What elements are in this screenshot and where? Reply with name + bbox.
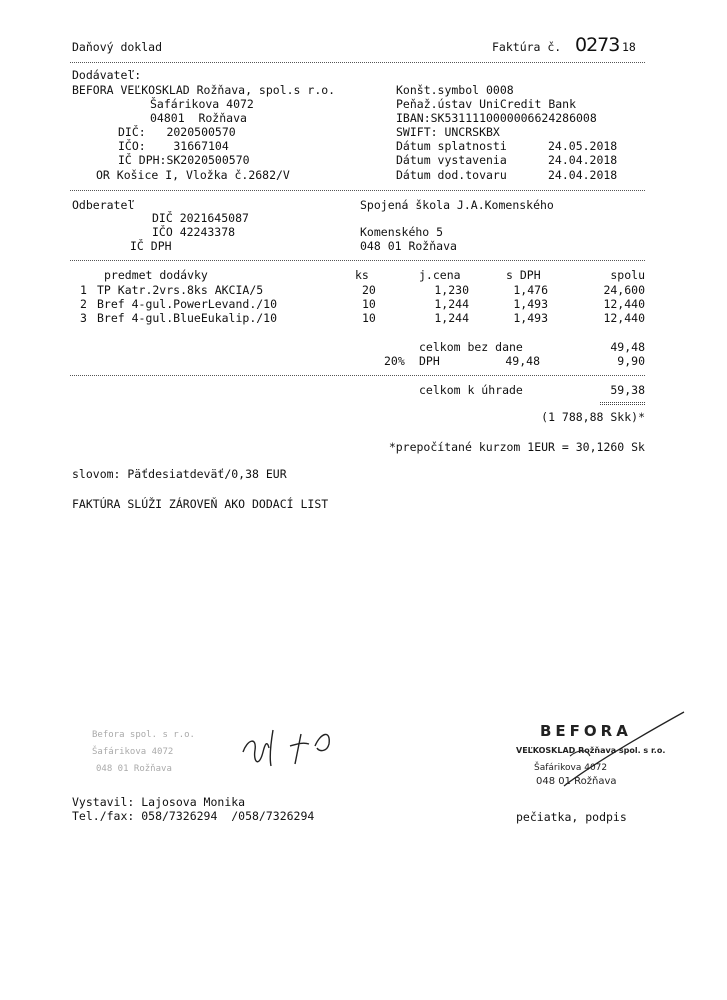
supplier-city: 04801 Rožňava xyxy=(150,111,247,125)
divider xyxy=(70,375,645,376)
customer-ic-dph: IČ DPH xyxy=(130,239,172,253)
column-header-unit-price: j.cena xyxy=(419,268,461,282)
stamp-line: Šafárikova 4072 xyxy=(534,763,608,773)
amount-due-skk: (1 788,88 Skk)* xyxy=(541,410,645,424)
column-header-item: predmet dodávky xyxy=(104,268,208,282)
total-underline xyxy=(600,404,645,405)
issue-date: 24.04.2018 xyxy=(548,153,618,167)
issued-by: Vystavil: Lajosova Monika xyxy=(72,795,246,809)
row-total: 12,440 xyxy=(603,311,645,325)
net-total-value: 49,48 xyxy=(610,340,645,354)
signature xyxy=(235,722,345,772)
swift: SWIFT: UNCRSKBX xyxy=(396,125,500,139)
faint-stamp-line: Šafárikova 4072 xyxy=(92,747,174,757)
customer-name: Spojená škola J.A.Komenského xyxy=(360,198,554,212)
invoice-number: 0273 xyxy=(575,34,620,56)
phone-fax: Tel./fax: 058/7326294 /058/7326294 xyxy=(72,809,315,823)
stamp-signature xyxy=(560,706,690,796)
supplier-street: Šafárikova 4072 xyxy=(150,97,254,111)
vat-base: 49,48 xyxy=(505,354,540,368)
due-date: 24.05.2018 xyxy=(548,139,618,153)
row-qty: 10 xyxy=(362,297,376,311)
row-number: 1 xyxy=(80,283,87,297)
bank-name: Peňaž.ústav UniCredit Bank xyxy=(396,97,577,111)
iban: IBAN:SK5311110000006624286008 xyxy=(396,111,597,125)
stamp-line: 048 01 Rožňava xyxy=(536,776,617,787)
supplier-heading: Dodávateľ: xyxy=(72,68,142,82)
row-item: Bref 4-gul.BlueEukalip./10 xyxy=(97,311,278,325)
faint-stamp-line: Befora spol. s r.o. xyxy=(92,730,195,740)
supplier-name: BEFORA VEĽKOSKLAD Rožňava, spol.s r.o. xyxy=(72,83,336,97)
customer-dic: DIČ 2021645087 xyxy=(152,211,249,225)
delivery-date: 24.04.2018 xyxy=(548,168,618,182)
column-header-qty: ks xyxy=(355,268,369,282)
row-with-vat: 1,493 xyxy=(513,297,548,311)
konst-symbol: Konšt.symbol 0008 xyxy=(396,83,514,97)
customer-ico: IČO 42243378 xyxy=(152,225,236,239)
total-underline xyxy=(600,402,645,403)
row-qty: 10 xyxy=(362,311,376,325)
row-number: 2 xyxy=(80,297,87,311)
supplier-ic-dph: IČ DPH:SK2020500570 xyxy=(118,153,250,167)
customer-street: Komenského 5 xyxy=(360,225,444,239)
amount-in-words: slovom: Päťdesiatdeväť/0,38 EUR xyxy=(72,467,287,481)
amount-due-label: celkom k úhrade xyxy=(419,383,523,397)
issue-date-label: Dátum vystavenia xyxy=(396,153,507,167)
stamp-line: VEĽKOSKLAD Rožňava spol. s r.o. xyxy=(516,746,666,755)
delivery-note: FAKTÚRA SLÚŽI ZÁROVEŇ AKO DODACÍ LIST xyxy=(72,497,329,511)
faint-stamp-line: 048 01 Rožňava xyxy=(96,764,172,774)
row-with-vat: 1,493 xyxy=(513,311,548,325)
row-unit-price: 1,230 xyxy=(434,283,469,297)
row-unit-price: 1,244 xyxy=(434,311,469,325)
vat-value: 9,90 xyxy=(617,354,645,368)
row-qty: 20 xyxy=(362,283,376,297)
supplier-register: OR Košice I, Vložka č.2682/V xyxy=(96,168,290,182)
stamp-logo: BEFORA xyxy=(540,722,632,740)
exchange-rate-note: *prepočítané kurzom 1EUR = 30,1260 Sk xyxy=(388,440,645,454)
customer-heading: Odberateľ xyxy=(72,198,135,212)
row-total: 24,600 xyxy=(603,283,645,297)
delivery-date-label: Dátum dod.tovaru xyxy=(396,168,507,182)
divider xyxy=(70,62,645,63)
row-total: 12,440 xyxy=(603,297,645,311)
stamp-signature-label: pečiatka, podpis xyxy=(516,810,627,824)
column-header-total: spolu xyxy=(610,268,645,282)
document-type: Daňový doklad xyxy=(72,40,163,54)
invoice-label: Faktúra č. xyxy=(492,40,562,54)
row-unit-price: 1,244 xyxy=(434,297,469,311)
row-item: Bref 4-gul.PowerLevand./10 xyxy=(97,297,278,311)
divider xyxy=(70,260,645,261)
customer-city: 048 01 Rožňava xyxy=(360,239,457,253)
due-date-label: Dátum splatnosti xyxy=(396,139,507,153)
row-number: 3 xyxy=(80,311,87,325)
supplier-ico: IČO: 31667104 xyxy=(118,139,229,153)
row-item: TP Katr.2vrs.8ks AKCIA/5 xyxy=(97,283,264,297)
invoice-suffix: 18 xyxy=(622,40,636,54)
divider xyxy=(70,190,645,191)
net-total-label: celkom bez dane xyxy=(419,340,523,354)
column-header-with-vat: s DPH xyxy=(506,268,541,282)
vat-label: DPH xyxy=(419,354,440,368)
vat-rate: 20% xyxy=(384,354,405,368)
amount-due-value: 59,38 xyxy=(610,383,645,397)
supplier-dic: DIČ: 2020500570 xyxy=(118,125,236,139)
row-with-vat: 1,476 xyxy=(513,283,548,297)
